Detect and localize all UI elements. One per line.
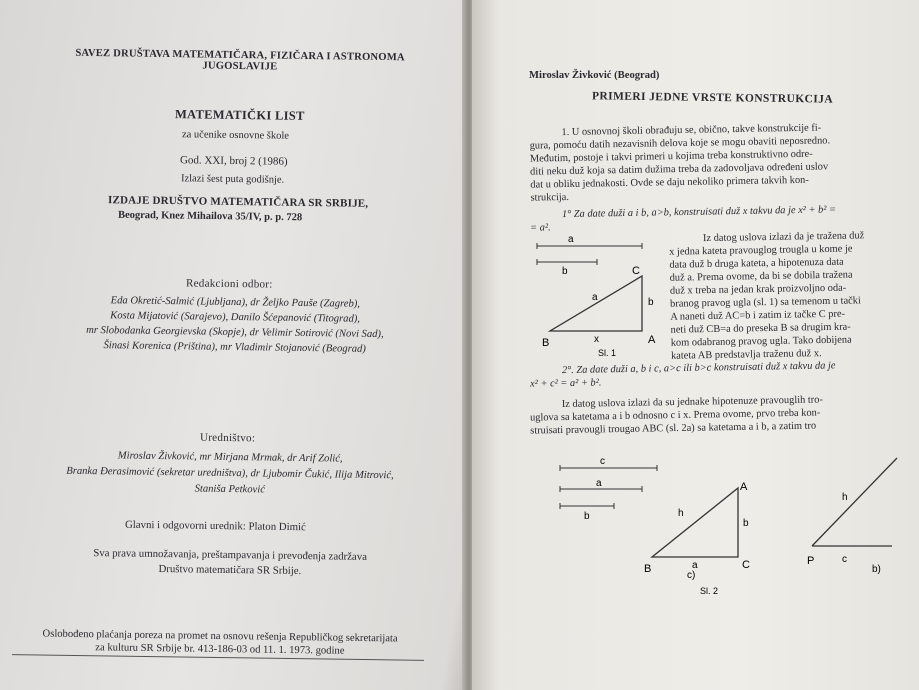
fig2-label-P: P — [807, 555, 815, 567]
publisher-address: Beograd, Knez Mihailova 35/IV, p. p. 728 — [117, 209, 303, 224]
society-name — [40, 47, 440, 75]
editorial-members — [20, 447, 441, 501]
paragraph-line: Iz datog uslova izlazi da je tražena duž — [702, 230, 865, 245]
fig1-label-a-hyp: a — [592, 292, 598, 303]
right-page — [472, 0, 919, 690]
paragraph-line: dat u obliku jednakosti. Ovde se daju nekoliko primera takvih kon- — [530, 174, 809, 191]
fig1-label-b-segment: b — [562, 266, 568, 277]
publisher: IZDAJE DRUŠTVO MATEMATIČARA SR SRBIJE, — [107, 194, 369, 210]
fig1-label-a-segment: a — [568, 234, 574, 245]
rights-line: Društvo matematičara SR Srbije. — [158, 563, 302, 577]
board-heading: Redakcioni odbor: — [185, 277, 273, 291]
board-members — [30, 292, 441, 358]
task-line: x² + c² = a² + b². — [530, 377, 602, 390]
audience: za učenike osnovne škole — [181, 129, 290, 142]
paragraph-line: kateta AB predstavlja traženu duž x. — [670, 348, 822, 362]
article-title: PRIMERI JEDNE VRSTE KONSTRUKCIJA — [591, 90, 834, 106]
paragraph-2 — [669, 229, 867, 362]
task-2 — [530, 359, 836, 390]
paragraph-line: x jedna kateta pravouglog trougla u kome je — [669, 243, 853, 258]
tax-line: Oslobođeno plaćanja poreza na promet na osnovu rešenja Republičkog sekretarijata — [42, 628, 398, 645]
rights-notice — [40, 545, 420, 580]
fig1-label-C: C — [632, 265, 640, 277]
paragraph-line: struisati pravougli trougao ABC (sl. 2a) sa katetama a i b, a zatim tro — [530, 420, 817, 437]
fig2-label-b-segment: b — [584, 511, 590, 522]
figure-1 — [532, 232, 672, 364]
fig2-label-c-segment: c — [600, 456, 605, 467]
paragraph-line: strukcija. — [530, 191, 570, 204]
society-line: JUGOSLAVIJE — [202, 60, 278, 73]
board-line: Eda Okretić-Salmić (Ljubljana), dr Željko Pauše (Zagreb), — [110, 295, 361, 310]
issue: God. XXI, broj 2 (1986) — [179, 154, 288, 168]
editorial-line: Staniša Petković — [194, 483, 266, 496]
fig2-label-A: A — [740, 481, 748, 493]
fig2-caption: Sl. 2 — [700, 586, 719, 596]
task-line: 2°. Za date duži a, b i c, a>c ili b>c konstruisati duž x takvu da je — [561, 360, 836, 377]
frequency: Izlazi šest puta godišnje. — [180, 173, 285, 186]
editorial-line: Branka Đerasimović (sekretar uredništva), dr Ljubomir Čukić, Ilija Mitrović, — [66, 465, 394, 482]
fig2-label-h: h — [678, 508, 684, 519]
fig2-label-c-part: c) — [687, 570, 696, 581]
fig2-label-a-segment: a — [596, 478, 602, 489]
paragraph-line: diti neku duž koja sa datim dužima treba da zadovoljava određeni uslov — [530, 161, 829, 178]
editorial-heading: Uredništvo: — [199, 431, 256, 445]
paragraph-line: uglova sa katetama a i b odnosno c i x. Prema ovome, prvo treba kon- — [529, 407, 821, 424]
paragraph-line: Iz datog uslova izlazi da su jednake hipotenuze pravouglih tro- — [561, 394, 823, 411]
fig1-caption: Sl. 1 — [598, 348, 617, 358]
figure-2 — [552, 430, 919, 605]
paragraph-line: kom odabranog pravog ugla. Tako dobijena — [670, 334, 852, 349]
fig2-label-c-right: c — [842, 554, 847, 565]
paragraph-line: gura, pomoću datih nezavisnih delova koje se mogu obaviti neposredno. — [529, 135, 831, 152]
paragraph-line: neti duž CB=a do preseka B sa drugim kra- — [670, 321, 851, 336]
fig1-label-x: x — [594, 334, 599, 345]
fig1-label-B: B — [542, 337, 550, 349]
fig1-label-b-side: b — [648, 297, 654, 308]
rights-line: Sva prava umnožavanja, preštampavanja i prevođenja zadržava — [93, 547, 368, 563]
task-line: = a². — [530, 222, 551, 234]
board-line: Šinasi Korenica (Priština), mr Vladimir Stojanović (Beograd) — [103, 340, 366, 355]
fig2-label-b-side: b — [743, 518, 749, 529]
paragraph-line: 1. U osnovnoj školi obrađuju se, obično, takve konstrukcije fi- — [561, 122, 822, 139]
task-line: 1° Za date duži a i b, a>b, konstruisati duž x takvu da je x² + b² = — [561, 204, 837, 221]
author: Miroslav Živković (Beograd) — [529, 70, 660, 81]
fig1-label-A: A — [648, 334, 656, 346]
paragraph-line: branog pravog ugla (sl. 1) sa temenom u tački — [670, 295, 861, 310]
fig2-label-b-part: b) — [872, 564, 881, 575]
paragraph-line: Međutim, postoje i takvi primeri u kojima treba konstruktivno odre- — [529, 148, 813, 165]
fig2-label-h-right: h — [842, 492, 848, 503]
paragraph-line: duž a. Prema ovome, da bi se dobila tražena — [669, 269, 853, 284]
paragraph-line: A naneti duž AC=b i zatim iz tačke C pre- — [670, 308, 846, 323]
paragraph-line: duž x treba na jedan krak proizvoljno oda- — [669, 282, 847, 297]
journal-title: MATEMATIČKI LIST — [174, 107, 305, 123]
fig2-label-a-side: a — [692, 560, 698, 571]
fig2-label-C: C — [742, 559, 750, 571]
tax-line: za kulturu SR Srbije br. 413-186-03 od 11. 1. 1973. godine — [95, 642, 345, 657]
paragraph-1 — [529, 121, 831, 204]
fig2-label-B: B — [644, 563, 652, 575]
paragraph-line: data duž b druga kateta, a hipotenuza data — [669, 256, 844, 271]
society-line: SAVEZ DRUŠTAVA MATEMATIČARA, FIZIČARA I ASTRONOMA — [75, 47, 405, 64]
editorial-line: Miroslav Živković, mr Mirjana Mrmak, dr Arif Zolić, — [117, 450, 343, 465]
chief-editor: Glavni i odgovorni urednik: Platon Dimić — [124, 518, 306, 534]
board-line: mr Slobodanka Georgievska (Skopje), dr Velimir Sotirović (Novi Sad), — [86, 324, 384, 341]
board-line: Kosta Mijatović (Sarajevo), Danilo Šćepanović (Titograd), — [110, 310, 361, 325]
